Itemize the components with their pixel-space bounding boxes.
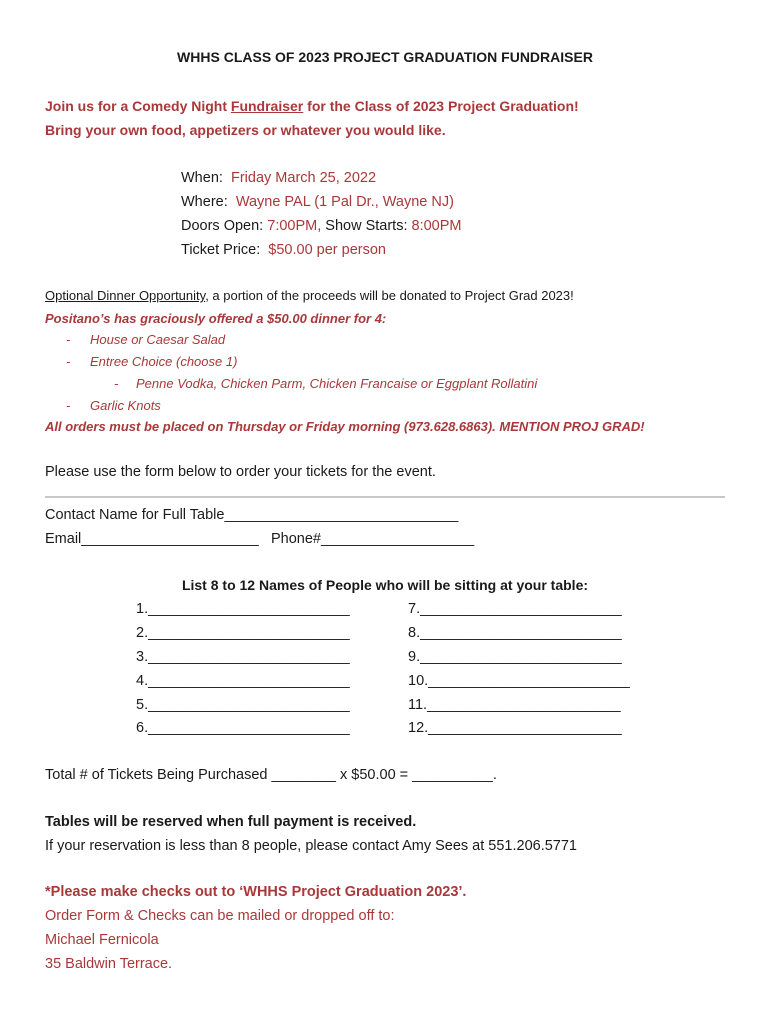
page-title: WHHS CLASS OF 2023 PROJECT GRADUATION FUNDRAISER xyxy=(177,49,593,65)
dinner-bullet: - xyxy=(66,398,71,413)
when-label: When: xyxy=(181,170,223,186)
dinner-heading-rest: , a portion of the proceeds will be donated to Project Grad 2023! xyxy=(205,288,574,303)
dinner-item: House or Caesar Salad xyxy=(90,332,226,347)
dinner-bullet: - xyxy=(66,332,71,347)
doors-label: Doors Open: xyxy=(181,218,264,234)
name-entry-field[interactable]: 8._________________________ xyxy=(408,625,622,641)
reserve-note: Tables will be reserved when full payment is received. xyxy=(45,814,417,830)
name-entry-field[interactable]: 7._________________________ xyxy=(408,601,622,617)
intro-text-post: for the Class of 2023 Project Graduation! xyxy=(303,98,579,114)
checks-note: *Please make checks out to ‘WHHS Project Graduation 2023’. xyxy=(45,884,467,900)
recipient-name: Michael Fernicola xyxy=(45,932,159,948)
name-entry-field[interactable]: 11.________________________ xyxy=(408,697,621,713)
where-label: Where: xyxy=(181,194,228,210)
event-where xyxy=(181,194,454,210)
show-label: Show Starts: xyxy=(325,218,408,234)
mail-note: Order Form & Checks can be mailed or dropped off to: xyxy=(45,908,395,924)
doors-value: 7:00PM, xyxy=(267,218,322,234)
name-entry-field[interactable]: 10._________________________ xyxy=(408,673,630,689)
dinner-heading: Optional Dinner Opportunity xyxy=(45,288,206,303)
name-entry-field[interactable]: 4._________________________ xyxy=(136,673,350,689)
dinner-bullet: - xyxy=(114,376,119,391)
email-field[interactable]: Email______________________ xyxy=(45,531,259,547)
event-doors xyxy=(181,218,462,234)
show-value: 8:00PM xyxy=(411,218,462,234)
contact-name-field[interactable]: Contact Name for Full Table_____________________________ xyxy=(45,507,459,523)
names-list-title: List 8 to 12 Names of People who will be sitting at your table: xyxy=(181,577,589,593)
total-tickets-field[interactable]: Total # of Tickets Being Purchased ________ x $50.00 = __________. xyxy=(45,767,497,783)
intro-line-1 xyxy=(45,98,579,114)
price-label: Ticket Price: xyxy=(181,242,261,258)
where-value: Wayne PAL (1 Pal Dr., Wayne NJ) xyxy=(235,194,454,210)
contact-note: If your reservation is less than 8 people, please contact Amy Sees at 551.206.5771 xyxy=(45,838,577,854)
name-entry-field[interactable]: 9._________________________ xyxy=(408,649,622,665)
when-value: Friday March 25, 2022 xyxy=(230,170,377,186)
dinner-heading-line xyxy=(45,288,574,303)
dinner-item: Garlic Knots xyxy=(90,398,161,413)
price-value: $50.00 per person xyxy=(268,242,386,258)
name-entry-field[interactable]: 2._________________________ xyxy=(136,625,350,641)
dinner-offer: Positano’s has graciously offered a $50.00 dinner for 4: xyxy=(45,311,387,326)
event-price xyxy=(181,242,386,258)
intro-line-2: Bring your own food, appetizers or whatever you would like. xyxy=(45,122,446,138)
recipient-address: 35 Baldwin Terrace. xyxy=(45,956,173,972)
dinner-subitem: Penne Vodka, Chicken Parm, Chicken Francaise or Eggplant Rollatini xyxy=(136,376,538,391)
name-entry-field[interactable]: 5._________________________ xyxy=(136,697,350,713)
event-when xyxy=(181,170,376,186)
orders-note: All orders must be placed on Thursday or Friday morning (973.628.6863). MENTION PROJ GRAD! xyxy=(45,419,645,434)
dinner-item: Entree Choice (choose 1) xyxy=(90,354,238,369)
fundraiser-link-text: Fundraiser xyxy=(230,98,304,114)
name-entry-field[interactable]: 12.________________________ xyxy=(408,720,622,736)
intro-text-pre: Join us for a Comedy Night xyxy=(45,98,231,114)
form-instructions: Please use the form below to order your tickets for the event. xyxy=(45,464,436,480)
name-entry-field[interactable]: 3._________________________ xyxy=(136,649,350,665)
dinner-bullet: - xyxy=(66,354,71,369)
section-divider xyxy=(45,496,725,498)
phone-field[interactable]: Phone#___________________ xyxy=(271,531,475,547)
name-entry-field[interactable]: 6._________________________ xyxy=(136,720,350,736)
name-entry-field[interactable]: 1._________________________ xyxy=(136,601,350,617)
